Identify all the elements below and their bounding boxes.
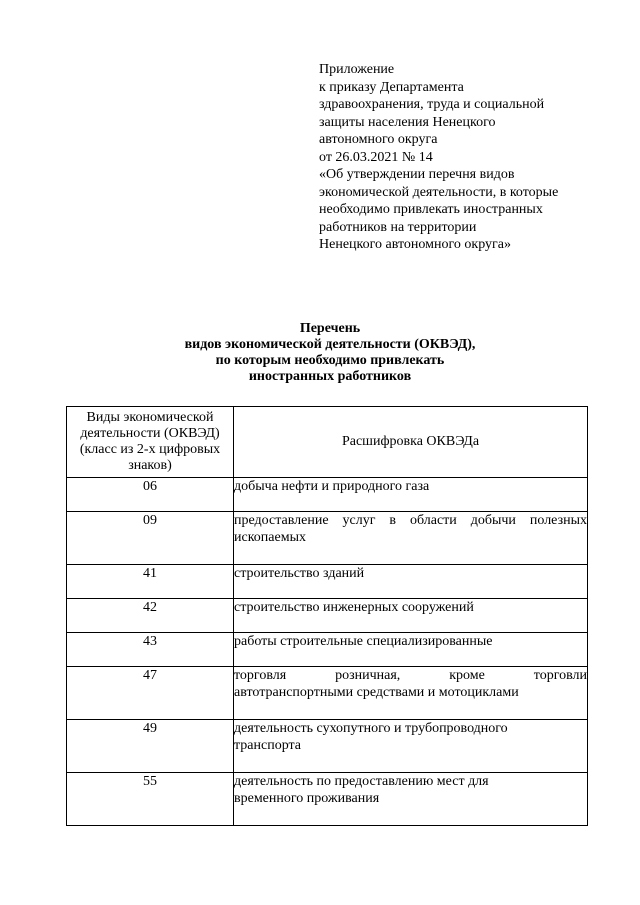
table-header-row xyxy=(67,407,588,478)
okved-description-line: автотранспортными средствами и мотоциклами xyxy=(234,685,519,700)
appendix-line: необходимо привлекать иностранных xyxy=(319,202,543,217)
okved-description: работы строительные специализированные xyxy=(234,633,588,667)
okved-description: добыча нефти и природного газа xyxy=(234,478,588,512)
okved-description: предоставление услуг в области добычи полезных ископаемых xyxy=(234,512,588,565)
okved-description xyxy=(234,667,588,720)
appendix-line: экономической деятельности, в которые xyxy=(319,184,559,200)
appendix-line: Приложение xyxy=(319,62,395,77)
table-row xyxy=(67,599,588,633)
okved-code: 06 xyxy=(67,478,234,512)
appendix-line: от 26.03.2021 № 14 xyxy=(319,149,433,165)
table-row xyxy=(67,667,588,720)
okved-description xyxy=(234,773,588,826)
okved-description: строительство зданий xyxy=(234,565,588,599)
document-title xyxy=(60,321,600,385)
title-line: Перечень xyxy=(299,321,361,336)
table-row xyxy=(67,720,588,773)
appendix-line: работников на территории xyxy=(319,219,477,235)
appendix-block xyxy=(319,61,619,254)
okved-description-line: деятельность по предоставлению мест для xyxy=(234,774,489,789)
okved-description-line: деятельность сухопутного и трубопроводного xyxy=(234,721,508,736)
appendix-line: здравоохранения, труда и социальной xyxy=(319,97,545,112)
okved-code: 49 xyxy=(67,720,234,773)
header-description: Расшифровка ОКВЭДа xyxy=(234,407,588,478)
title-line: видов экономической деятельности (ОКВЭД), xyxy=(184,337,476,352)
okved-table xyxy=(66,406,588,826)
appendix-line: Ненецкого автономного округа» xyxy=(319,237,511,252)
appendix-line: к приказу Департамента xyxy=(319,79,464,95)
table-row xyxy=(67,773,588,826)
table-row xyxy=(67,478,588,512)
okved-description: строительство инженерных сооружений xyxy=(234,599,588,633)
table-row xyxy=(67,633,588,667)
table-row xyxy=(67,565,588,599)
okved-description-line: временного проживания xyxy=(234,791,380,806)
appendix-line: автономного округа xyxy=(319,132,438,147)
okved-code: 09 xyxy=(67,512,234,565)
okved-description-line: торговля розничная, кроме торговли xyxy=(234,668,587,683)
header-code: Виды экономической деятельности (ОКВЭД) (класс из 2-х цифровых знаков) xyxy=(67,407,234,478)
title-line: иностранных работников xyxy=(248,369,412,384)
okved-code: 47 xyxy=(67,667,234,720)
okved-code: 43 xyxy=(67,633,234,667)
okved-code: 42 xyxy=(67,599,234,633)
appendix-line: защиты населения Ненецкого xyxy=(319,114,496,130)
okved-code: 41 xyxy=(67,565,234,599)
table-row xyxy=(67,512,588,565)
appendix-line: «Об утверждении перечня видов xyxy=(319,167,515,182)
okved-description-line: транспорта xyxy=(234,738,302,753)
okved-code: 55 xyxy=(67,773,234,826)
title-line: по которым необходимо привлекать xyxy=(215,353,445,368)
okved-description xyxy=(234,720,588,773)
